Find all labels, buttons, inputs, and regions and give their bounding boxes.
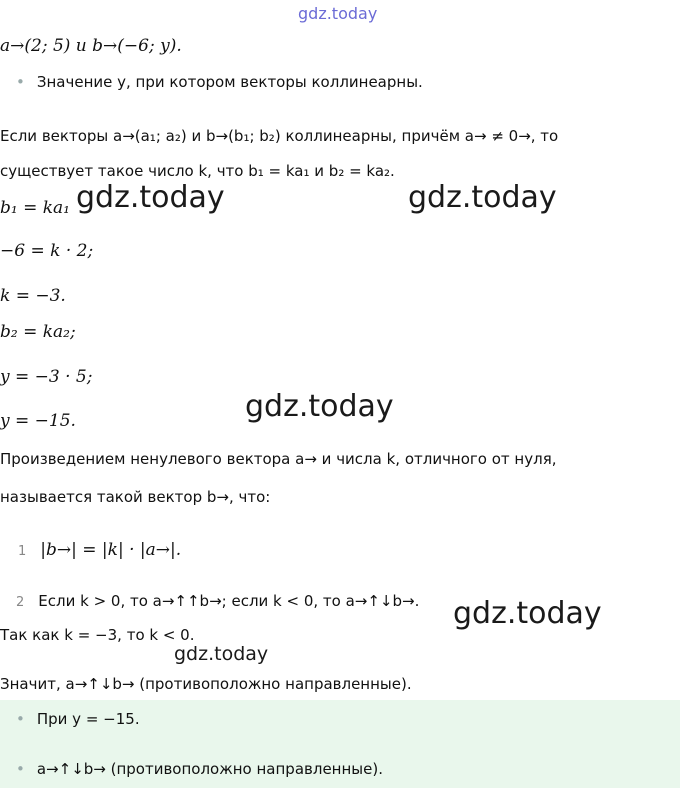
- watermark-big-3: gdz.today: [245, 389, 394, 424]
- conclusion-1: Так как k = −3, то k < 0.: [0, 626, 195, 644]
- answer-item-2: • a→↑↓b→ (противоположно направленные).: [16, 760, 383, 778]
- bullet-icon: •: [16, 73, 25, 91]
- step-3: k = −3.: [0, 286, 66, 306]
- definition-item-2: 2 Если k > 0, то a→↑↑b→; если k < 0, то a→↑↓b→.: [16, 592, 420, 610]
- bullet-icon: •: [16, 760, 25, 778]
- watermark-big-4: gdz.today: [453, 596, 602, 631]
- conclusion-2: Значит, a→↑↓b→ (противоположно направленные).: [0, 675, 412, 693]
- watermark-big-1: gdz.today: [76, 180, 225, 215]
- watermark-small-mid: gdz.today: [174, 643, 269, 665]
- theory-line-2: существует такое число k, что b₁ = ka₁ и b₂ = ka₂.: [0, 162, 395, 180]
- step-2: −6 = k · 2;: [0, 241, 94, 261]
- step-b1: b₁ = ka₁: [0, 198, 71, 218]
- step-4: b₂ = ka₂;: [0, 322, 76, 342]
- bullet-icon: •: [16, 710, 25, 728]
- definition-line-2: называется такой вектор b→, что:: [0, 488, 271, 506]
- theory-line-1: Если векторы a→(a₁; a₂) и b→(b₁; b₂) коллинеарны, причём a→ ≠ 0→, то: [0, 127, 559, 145]
- step-5: y = −3 · 5;: [0, 367, 93, 387]
- task-item: • Значение y, при котором векторы коллинеарны.: [16, 73, 423, 91]
- step-6: y = −15.: [0, 411, 76, 431]
- definition-item-1: 1 |b→| = |k| · |a→|.: [18, 540, 182, 560]
- answer-item-1: • При y = −15.: [16, 710, 140, 728]
- given-vectors: a→(2; 5) и b→(−6; y).: [0, 36, 182, 56]
- definition-line-1: Произведением ненулевого вектора a→ и числа k, отличного от нуля,: [0, 450, 557, 468]
- watermark-big-2: gdz.today: [408, 180, 557, 215]
- watermark-top: gdz.today: [298, 4, 378, 23]
